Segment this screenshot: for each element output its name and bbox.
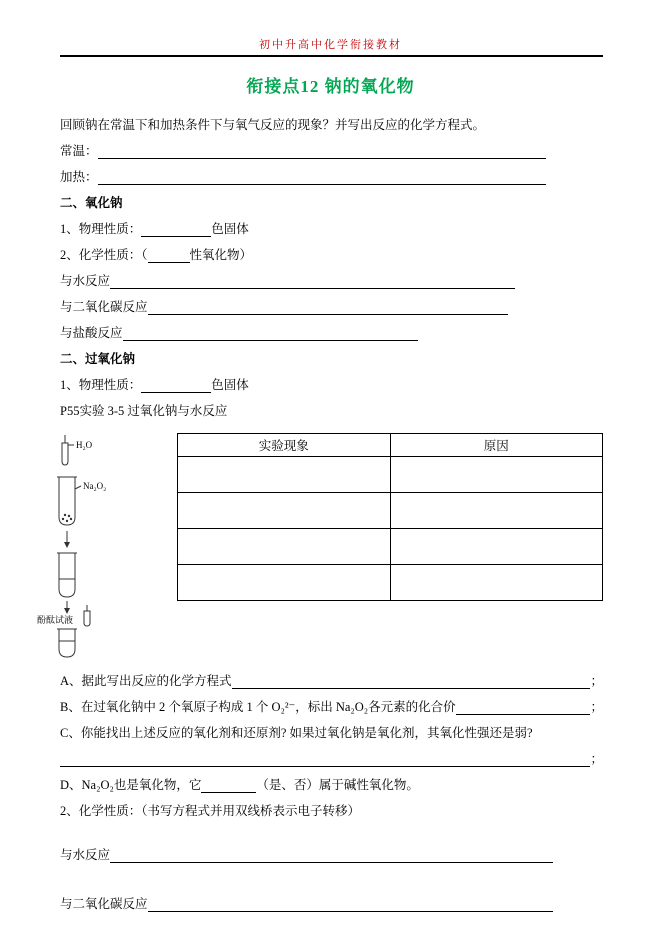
na2o-physical-blank — [141, 223, 211, 237]
question-a-end: ； — [590, 674, 603, 688]
peroxide-co2-blank — [148, 898, 553, 912]
heating-blank — [98, 171, 546, 185]
table-row — [178, 529, 603, 565]
result-tube-icon — [57, 629, 77, 657]
na2o-physical-suffix: 色固体 — [211, 222, 249, 236]
table-cell-empty — [178, 457, 391, 493]
na2o-co2-blank — [148, 301, 508, 315]
question-c-end: ； — [590, 752, 603, 766]
na2o-chemical-suffix: 性氧化物） — [189, 248, 253, 262]
na2o-water-line — [60, 271, 603, 289]
question-a-line — [60, 671, 603, 689]
water-label: H₂O — [76, 440, 93, 450]
indicator-label: 酚酞试液 — [37, 615, 74, 625]
room-temp-label: 常温： — [60, 144, 98, 158]
table-header-row — [178, 434, 603, 457]
section-heading-sodium-oxide: 二、氧化钠 — [60, 196, 123, 210]
indicator-dropper-icon — [84, 605, 90, 626]
table-cell-empty — [390, 493, 603, 529]
na2o-hcl-line — [60, 323, 603, 341]
na2o-hcl-label: 与盐酸反应 — [60, 326, 123, 340]
na2o2-solid-dots — [62, 514, 72, 522]
na2o-physical-line — [60, 219, 603, 237]
na2o-water-blank — [110, 275, 515, 289]
na2o-co2-line — [60, 297, 603, 315]
room-temp-line — [60, 141, 603, 159]
experiment-title: P55实验 3-5 过氧化钠与水反应 — [60, 404, 228, 418]
na2o-chemical-blank — [148, 249, 190, 263]
table-header-phenomenon: 实验现象 — [178, 434, 391, 457]
question-b-blank — [456, 701, 591, 715]
reaction-tube-icon — [57, 553, 77, 597]
table-cell-empty — [390, 529, 603, 565]
room-temp-blank — [98, 145, 546, 159]
question-b-end: ； — [590, 700, 603, 714]
table-header-reason: 原因 — [390, 434, 603, 457]
intro-question-text: 回顾钠在常温下和加热条件下与氧气反应的现象？并写出反应的化学方程式。 — [60, 118, 486, 132]
table-cell-empty — [178, 565, 391, 601]
na2o-hcl-blank — [123, 327, 418, 341]
question-d-suffix: （是、否）属于碱性氧化物。 — [256, 778, 419, 792]
water-dropper-icon — [62, 435, 74, 465]
table-row — [178, 565, 603, 601]
question-d-blank — [201, 779, 256, 793]
na2o-co2-label: 与二氧化碳反应 — [60, 300, 148, 314]
na2o2-physical-line — [60, 375, 603, 393]
experiment-section — [35, 431, 603, 663]
observation-table — [177, 433, 603, 601]
peroxide-co2-label: 与二氧化碳反应 — [60, 897, 148, 911]
chemical-properties-heading: 2、化学性质：（书写方程式并用双线桥表示电子转移） — [60, 804, 361, 818]
na2o-chemical-label: 2、化学性质：（ — [60, 248, 148, 262]
table-row — [178, 493, 603, 529]
question-a-text: A、据此写出反应的化学方程式 — [60, 674, 232, 688]
table-cell-empty — [178, 493, 391, 529]
down-arrow-icon — [64, 601, 70, 614]
apparatus-column — [35, 431, 177, 663]
na2o-chemical-line — [60, 245, 603, 263]
peroxide-water-blank — [110, 849, 553, 863]
intro-question — [60, 115, 603, 133]
na2o-physical-label: 1、物理性质： — [60, 222, 142, 236]
table-cell-empty — [178, 529, 391, 565]
na2o2-physical-suffix: 色固体 — [211, 378, 249, 392]
table-cell-empty — [390, 457, 603, 493]
table-cell-empty — [390, 565, 603, 601]
question-b-line — [60, 697, 603, 715]
question-c-text: C、你能找出上述反应的氧化剂和还原剂? 如果过氧化钠是氧化剂，其氧化性强还是弱? — [60, 726, 533, 740]
page-title: 衔接点12 钠的氧化物 — [246, 77, 415, 96]
down-arrow-icon — [64, 531, 70, 548]
question-c-answer-line — [60, 749, 603, 767]
heating-label: 加热： — [60, 170, 98, 184]
header-divider — [60, 55, 603, 57]
na2o2-physical-label: 1、物理性质： — [60, 378, 142, 392]
na2o2-label: Na₂O₂ — [83, 481, 107, 491]
peroxide-water-label: 与水反应 — [60, 848, 111, 862]
question-b-text: B、在过氧化钠中 2 个氧原子构成 1 个 O₂²⁻，标出 Na₂O₂各元素的化合价 — [60, 700, 456, 714]
question-c-blank — [60, 753, 590, 767]
document-header: 初中升高中化学衔接教材 — [259, 39, 402, 51]
question-a-blank — [232, 675, 591, 689]
na2o2-physical-blank — [141, 379, 211, 393]
question-d-text: D、Na₂O₂也是氧化物，它 — [60, 778, 202, 792]
na2o2-tube-icon — [57, 477, 81, 525]
table-row — [178, 457, 603, 493]
question-d-line — [60, 775, 603, 793]
experiment-title-line — [60, 401, 603, 419]
question-c-line — [60, 723, 603, 741]
document-body — [0, 97, 661, 912]
section-heading-sodium-peroxide: 二、过氧化钠 — [60, 352, 136, 366]
peroxide-co2-line — [60, 894, 603, 912]
experiment-apparatus-diagram — [35, 431, 165, 659]
na2o-water-label: 与水反应 — [60, 274, 111, 288]
peroxide-water-line — [60, 845, 603, 863]
heating-line — [60, 167, 603, 185]
